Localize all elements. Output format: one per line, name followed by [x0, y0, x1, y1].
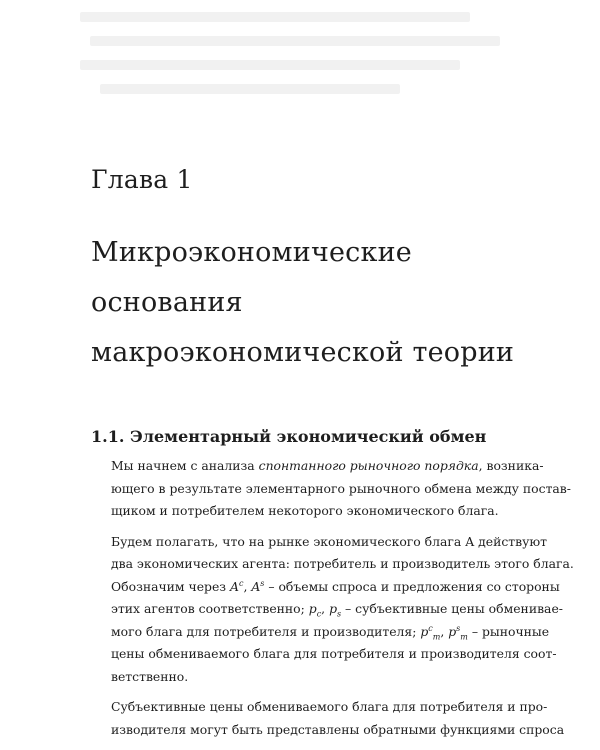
chapter-title-line: основания [91, 287, 243, 318]
math-symbol: $p^c_m$ [420, 623, 441, 641]
chapter-title-line: Микроэкономические [91, 237, 412, 268]
paragraph-2 [91, 531, 574, 689]
text-line: Обозначим через $A^c$, $A^s$ – объемы спроса и предложения со стороны [111, 578, 560, 594]
chapter-title-line: макроэкономической теории [91, 337, 515, 368]
paragraph-3 [91, 696, 565, 741]
text-line: этих агентов соответственно; $p_c$, $p_s$ – субъективные цены обменивае- [111, 601, 563, 619]
text-line: цены обмениваемого блага для потребителя и производителя соот- [111, 646, 557, 661]
math-symbol: $A^s$ [251, 578, 265, 594]
chapter-title [91, 228, 531, 378]
text-line: два экономических агента: потребитель и производитель этого блага. [111, 556, 574, 571]
text-line: щиком и потребителем некоторого экономического блага. [111, 503, 499, 518]
text-line: мого блага для потребителя и производителя; $p^c_m$, $p^s_m$ – рыночные [111, 623, 550, 641]
bleed-through-shadow [80, 0, 510, 105]
emphasis-text: спонтанного рыночного порядка [258, 458, 479, 473]
text-line: ющего в результате элементарного рыночного обмена между постав- [111, 480, 571, 496]
body-text [91, 455, 574, 741]
text-line: Будем полагать, что на рынке экономического блага A действуют [111, 533, 548, 549]
paragraph-1 [91, 455, 571, 523]
math-symbol: $p^s_m$ [448, 623, 468, 641]
text-line: изводителя могут быть представлены обратными функциями спроса [111, 721, 565, 737]
math-symbol: $A^c$ [230, 578, 244, 594]
text-line: Субъективные цены обмениваемого блага для потребителя и про- [111, 699, 548, 714]
text-line: ветственно. [111, 668, 189, 684]
section-heading: 1.1. Элементарный экономический обмен [91, 427, 487, 446]
chapter-label: Глава 1 [91, 165, 193, 194]
text-line: Мы начнем с анализа спонтанного рыночного порядка, возника- [111, 458, 544, 473]
math-symbol: $p_s$ [329, 601, 342, 619]
math-symbol: $p_c$ [308, 601, 322, 619]
